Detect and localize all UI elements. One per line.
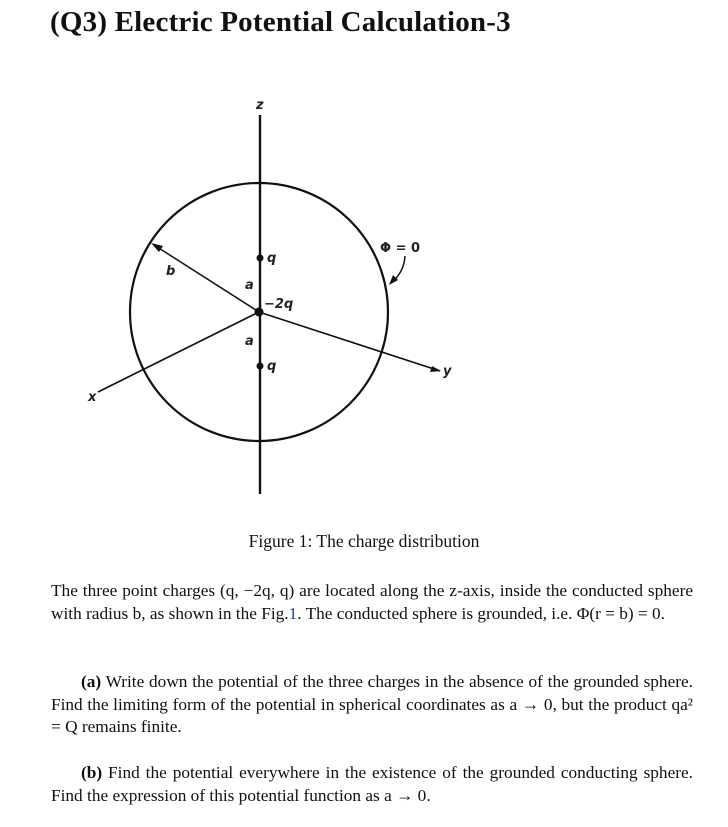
charge-minus2q	[255, 308, 264, 317]
part-b	[51, 762, 693, 807]
problem-statement-text: The three point charges (q, −2q, q) are located along the z-axis, inside the conducted sphere with radius b, as shown in the Fig.	[51, 581, 693, 623]
radius-arrow	[151, 243, 163, 252]
figure-caption: Figure 1: The charge distribution	[248, 531, 480, 551]
part-a-text: Write down the potential of the three charges in the absence of the grounded sphere. Find the limiting form of the potential in spherical coordinates as a → 0, but the product qa² = Q remains finite.	[51, 672, 693, 736]
charge-q-lower	[257, 363, 264, 370]
y-axis	[259, 312, 440, 371]
q-upper-label: q	[267, 251, 277, 266]
charge-q-upper	[257, 255, 264, 262]
x-label: x	[88, 390, 97, 405]
q-center-label: −2q	[264, 297, 294, 312]
part-b-text: Find the potential everywhere in the existence of the grounded conducting sphere. Find the expression of this potential function as a → 0.	[51, 763, 693, 805]
phi-label: Φ = 0	[380, 241, 421, 256]
charge-distribution-figure	[0, 90, 728, 510]
part-b-label: (b)	[81, 763, 103, 782]
problem-statement	[51, 580, 693, 625]
figure-reference-link[interactable]: 1	[288, 603, 298, 623]
y-label: y	[443, 364, 452, 379]
a-upper-label: a	[245, 278, 254, 293]
part-a-label: (a)	[81, 672, 102, 691]
x-axis	[98, 312, 259, 392]
a-lower-label: a	[245, 334, 254, 349]
problem-statement-tail: . The conducted sphere is grounded, i.e. Φ(r = b) = 0.	[297, 603, 665, 623]
q-lower-label: q	[267, 359, 277, 374]
part-a	[51, 671, 693, 739]
b-label: b	[166, 264, 176, 279]
z-label: z	[256, 98, 264, 113]
y-axis-arrow	[430, 366, 441, 372]
page-title: (Q3) Electric Potential Calculation-3	[50, 6, 511, 38]
